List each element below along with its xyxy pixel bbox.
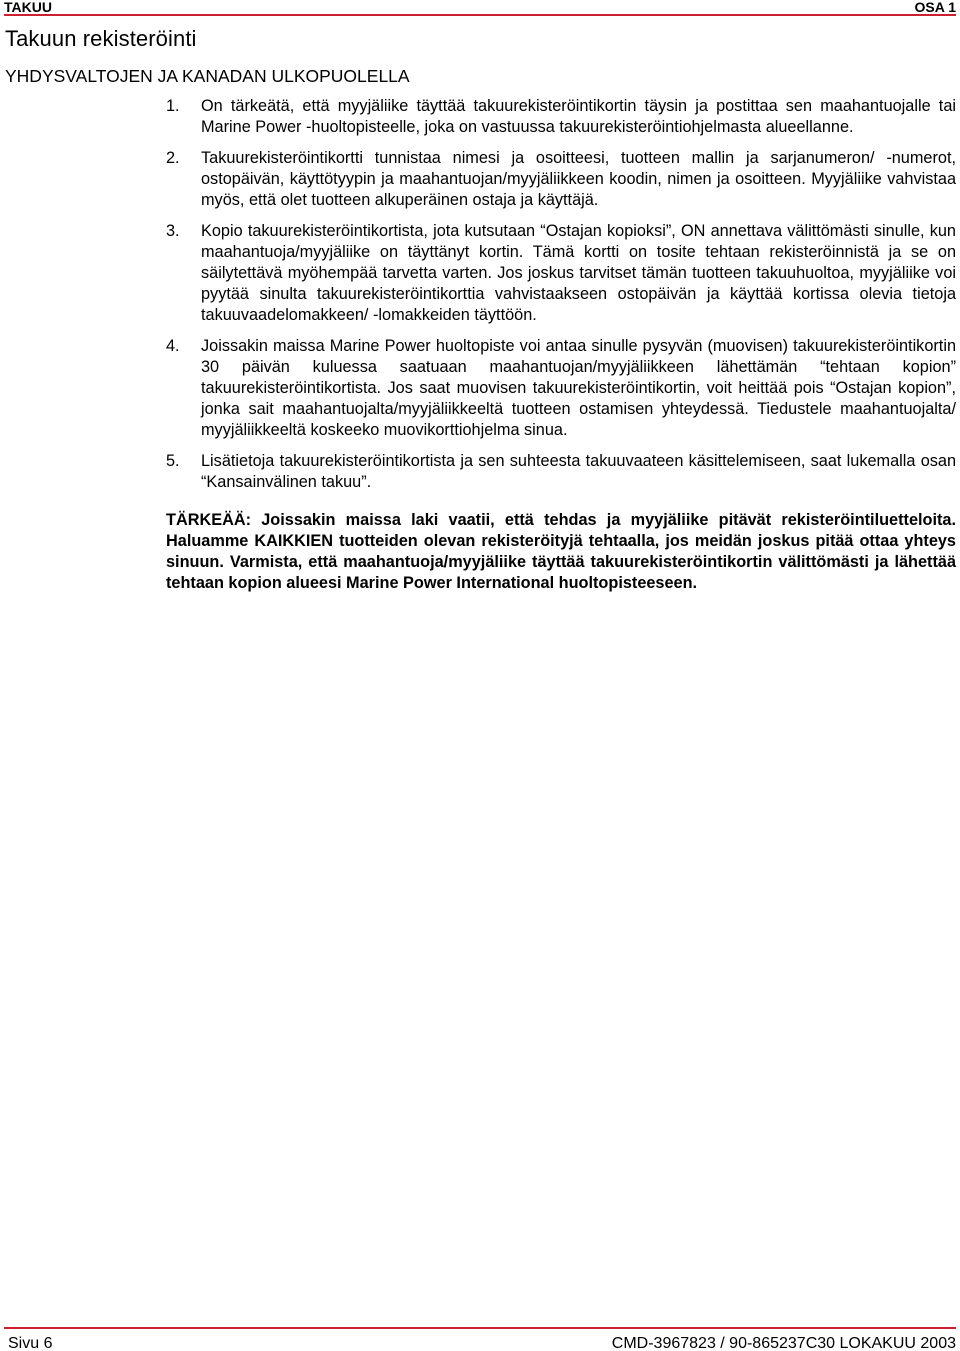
list-item-text: On tärkeätä, että myyjäliike täyttää takuurekisteröintikortin täysin ja postittaa sen maahantuojalle tai Marine Power -huoltopisteelle, joka on vastuussa takuurekisteröintiohjelmasta alueellanne. [201, 97, 956, 136]
list-item [166, 96, 956, 138]
important-note: TÄRKEÄÄ: Joissakin maissa laki vaatii, että tehdas ja myyjäliike pitävät rekisteröintiluetteloita. Haluamme KAIKKIEN tuotteiden olevan rekisteröityjä tehtaalla, jos meidän joskus pitää ottaa yhteys sinuun. Varmista, että maahantuoja/myyjäliike täyttää takuurekisteröintikortin välittömästi ja lähettää tehtaan kopion alueesi Marine Power International huoltopisteeseen. [166, 511, 956, 592]
list-item-number: 1. [166, 97, 180, 115]
list-item-number: 3. [166, 222, 180, 240]
page-footer [4, 1327, 956, 1351]
header-section-label: TAKUU [4, 0, 52, 15]
list-item [166, 336, 956, 441]
list-item-number: 5. [166, 452, 180, 470]
list-item-text: Joissakin maissa Marine Power huoltopiste voi antaa sinulle pysyvän (muovisen) takuurekisteröintikortin 30 päivän kuluessa saatuaan maahantuojan/myyjäliikkeen lähettämän “tehtaan kopion” takuurekisteröintikortista. Jos saat muovisen takuurekisteröintikortin, voit heittää pois “Ostajan kopion”, jonka sait maahantuojalta/myyjäliikkeeltä tuotteen ostamisen yhteydessä. Tiedustele maahantuojalta/ myyjäliikkeeltä koskeeko muovikorttiohjelma sinua. [201, 337, 956, 439]
document-code: CMD-3967823 / 90-865237C30 LOKAKUU 2003 [611, 1335, 956, 1351]
list-item-text: Takuurekisteröintikortti tunnistaa nimesi ja osoitteesi, tuotteen mallin ja sarjanumeron/ -numerot, ostopäivän, käyttötyypin ja maahantuojan/myyjäliikkeen koodin, nimen ja osoitteen. Myyjäliike vahvistaa myös, että olet tuotteen alkuperäinen ostaja ja käyttäjä. [201, 149, 956, 209]
page-title: Takuun rekisteröinti [5, 26, 197, 51]
page-number: Sivu 6 [8, 1335, 53, 1351]
list-item [166, 221, 956, 326]
list-item-number: 2. [166, 149, 180, 167]
list-item [166, 148, 956, 211]
list-item-number: 4. [166, 337, 180, 355]
list-item-text: Lisätietoja takuurekisteröintikortista ja sen suhteesta takuuvaateen käsittelemiseen, saat lukemalla osan “Kansainvälinen takuu”. [201, 452, 956, 491]
section-heading: YHDYSVALTOJEN JA KANADAN ULKOPUOLELLA [5, 66, 410, 86]
registration-steps-list [166, 96, 956, 503]
list-item-text: Kopio takuurekisteröintikortista, jota kutsutaan “Ostajan kopioksi”, ON annettava välittömästi sinulle, kun maahantuoja/myyjäliike on täyttänyt kortin. Tämä kortti on tosite tehtaan rekisteröinnistä ja se on säilytettävä myöhempää tarvetta varten. Jos joskus tarvitset tämän tuotteen takuuhuoltoa, myyjäliike voi pyytää sinulta takuurekisteröintikorttia vahvistaakseen ostopäivän ja käyttää kortissa olevia tietoja takuuvaadelomakkeen/ -lomakkeiden täyttöön. [201, 222, 956, 324]
list-item [166, 451, 956, 493]
header-part-label: OSA 1 [914, 0, 956, 15]
page-header [4, 0, 956, 16]
